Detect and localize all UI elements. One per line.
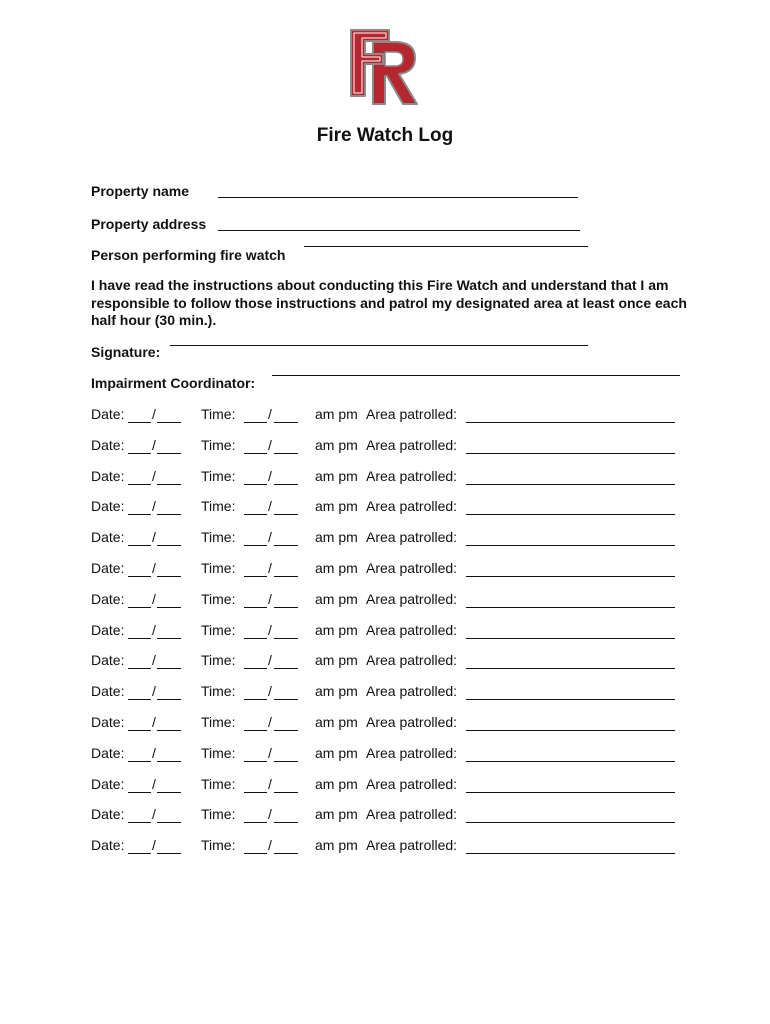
- date-month-blank[interactable]: [128, 607, 151, 608]
- area-label: Area patrolled:: [366, 652, 458, 669]
- time-label: Time:: [201, 744, 236, 761]
- time-label: Time:: [201, 775, 236, 792]
- time-label: Time:: [201, 498, 236, 515]
- log-row: [91, 590, 681, 610]
- area-label: Area patrolled:: [366, 560, 458, 576]
- time-hour-blank[interactable]: [244, 853, 267, 854]
- area-label: Area patrolled:: [366, 590, 458, 607]
- time-slash: /: [268, 744, 272, 761]
- log-row: [91, 651, 681, 671]
- time-label: Time:: [201, 529, 236, 546]
- area-blank[interactable]: [466, 453, 675, 454]
- date-month-blank[interactable]: [128, 792, 151, 793]
- area-label: Area patrolled:: [366, 621, 458, 638]
- time-hour-blank[interactable]: [244, 576, 267, 577]
- am-pm-label: am pm: [315, 775, 358, 792]
- log-row: [91, 682, 681, 702]
- area-blank[interactable]: [466, 730, 675, 731]
- date-slash: /: [152, 621, 156, 638]
- date-label: Date:: [91, 498, 125, 515]
- date-slash: /: [152, 406, 156, 422]
- am-pm-label: am pm: [315, 714, 358, 730]
- am-pm-label: am pm: [315, 498, 358, 515]
- log-row: [91, 775, 681, 795]
- time-hour-blank[interactable]: [244, 545, 267, 546]
- am-pm-label: am pm: [315, 806, 358, 823]
- time-hour-blank[interactable]: [244, 668, 267, 669]
- date-slash: /: [152, 498, 156, 515]
- date-label: Date:: [91, 560, 125, 576]
- date-month-blank[interactable]: [128, 822, 151, 823]
- time-minute-blank[interactable]: [274, 514, 298, 515]
- date-day-blank[interactable]: [157, 668, 181, 669]
- area-blank[interactable]: [466, 514, 675, 515]
- date-slash: /: [152, 837, 156, 854]
- time-hour-blank[interactable]: [244, 699, 267, 700]
- coordinator-line[interactable]: [272, 375, 680, 376]
- area-blank[interactable]: [466, 792, 675, 793]
- time-slash: /: [268, 467, 272, 484]
- time-minute-blank[interactable]: [274, 607, 298, 608]
- area-label: Area patrolled:: [366, 406, 458, 422]
- am-pm-label: am pm: [315, 436, 358, 453]
- date-label: Date:: [91, 590, 125, 607]
- date-month-blank[interactable]: [128, 761, 151, 762]
- date-slash: /: [152, 683, 156, 700]
- time-slash: /: [268, 560, 272, 576]
- date-slash: /: [152, 714, 156, 730]
- date-day-blank[interactable]: [157, 576, 181, 577]
- date-label: Date:: [91, 837, 125, 854]
- am-pm-label: am pm: [315, 529, 358, 546]
- time-label: Time:: [201, 837, 236, 854]
- log-row: [91, 559, 681, 579]
- area-label: Area patrolled:: [366, 775, 458, 792]
- time-hour-blank[interactable]: [244, 822, 267, 823]
- area-label: Area patrolled:: [366, 714, 458, 730]
- am-pm-label: am pm: [315, 683, 358, 700]
- property-name-line[interactable]: [218, 197, 578, 198]
- log-row: [91, 805, 681, 825]
- area-blank[interactable]: [466, 484, 675, 485]
- date-month-blank[interactable]: [128, 638, 151, 639]
- date-label: Date:: [91, 806, 125, 823]
- time-label: Time:: [201, 436, 236, 453]
- time-hour-blank[interactable]: [244, 761, 267, 762]
- time-minute-blank[interactable]: [274, 761, 298, 762]
- area-label: Area patrolled:: [366, 806, 458, 823]
- area-label: Area patrolled:: [366, 837, 458, 854]
- date-slash: /: [152, 775, 156, 792]
- person-label: Person performing fire watch: [91, 247, 286, 263]
- log-row: [91, 405, 681, 425]
- date-day-blank[interactable]: [157, 638, 181, 639]
- time-slash: /: [268, 621, 272, 638]
- date-day-blank[interactable]: [157, 422, 181, 423]
- date-slash: /: [152, 590, 156, 607]
- date-label: Date:: [91, 714, 125, 730]
- date-month-blank[interactable]: [128, 545, 151, 546]
- fr-logo: [343, 24, 427, 108]
- am-pm-label: am pm: [315, 590, 358, 607]
- date-slash: /: [152, 806, 156, 823]
- page-title: Fire Watch Log: [316, 125, 454, 146]
- date-label: Date:: [91, 621, 125, 638]
- log-row: [91, 744, 681, 764]
- time-minute-blank[interactable]: [274, 484, 298, 485]
- area-blank[interactable]: [466, 668, 675, 669]
- date-slash: /: [152, 560, 156, 576]
- log-row: [91, 528, 681, 548]
- coordinator-label: Impairment Coordinator:: [91, 375, 256, 391]
- area-blank[interactable]: [466, 761, 675, 762]
- area-label: Area patrolled:: [366, 498, 458, 515]
- date-slash: /: [152, 529, 156, 546]
- time-label: Time:: [201, 406, 236, 422]
- time-hour-blank[interactable]: [244, 792, 267, 793]
- date-month-blank[interactable]: [128, 422, 151, 423]
- time-slash: /: [268, 652, 272, 669]
- date-month-blank[interactable]: [128, 484, 151, 485]
- area-blank[interactable]: [466, 853, 675, 854]
- date-slash: /: [152, 744, 156, 761]
- am-pm-label: am pm: [315, 467, 358, 484]
- time-hour-blank[interactable]: [244, 453, 267, 454]
- date-day-blank[interactable]: [157, 853, 181, 854]
- time-slash: /: [268, 590, 272, 607]
- time-minute-blank[interactable]: [274, 576, 298, 577]
- time-label: Time:: [201, 806, 236, 823]
- date-day-blank[interactable]: [157, 607, 181, 608]
- log-row: [91, 621, 681, 641]
- date-label: Date:: [91, 406, 125, 422]
- date-month-blank[interactable]: [128, 514, 151, 515]
- am-pm-label: am pm: [315, 621, 358, 638]
- time-slash: /: [268, 714, 272, 730]
- time-slash: /: [268, 683, 272, 700]
- am-pm-label: am pm: [315, 744, 358, 761]
- date-label: Date:: [91, 683, 125, 700]
- am-pm-label: am pm: [315, 837, 358, 854]
- time-minute-blank[interactable]: [274, 668, 298, 669]
- am-pm-label: am pm: [315, 406, 358, 422]
- date-month-blank[interactable]: [128, 668, 151, 669]
- date-label: Date:: [91, 436, 125, 453]
- date-day-blank[interactable]: [157, 514, 181, 515]
- area-blank[interactable]: [466, 638, 675, 639]
- date-day-blank[interactable]: [157, 699, 181, 700]
- area-blank[interactable]: [466, 822, 675, 823]
- area-blank[interactable]: [466, 699, 675, 700]
- person-line[interactable]: [304, 246, 588, 247]
- time-slash: /: [268, 529, 272, 546]
- log-row: [91, 467, 681, 487]
- log-row: [91, 713, 681, 733]
- time-label: Time:: [201, 683, 236, 700]
- am-pm-label: am pm: [315, 652, 358, 669]
- date-day-blank[interactable]: [157, 761, 181, 762]
- time-label: Time:: [201, 560, 236, 576]
- area-blank[interactable]: [466, 607, 675, 608]
- time-slash: /: [268, 498, 272, 515]
- log-row: [91, 497, 681, 517]
- date-day-blank[interactable]: [157, 730, 181, 731]
- area-label: Area patrolled:: [366, 744, 458, 761]
- date-slash: /: [152, 652, 156, 669]
- log-row: [91, 836, 681, 856]
- date-label: Date:: [91, 467, 125, 484]
- date-month-blank[interactable]: [128, 730, 151, 731]
- time-hour-blank[interactable]: [244, 638, 267, 639]
- date-label: Date:: [91, 652, 125, 669]
- date-month-blank[interactable]: [128, 576, 151, 577]
- time-slash: /: [268, 436, 272, 453]
- date-label: Date:: [91, 775, 125, 792]
- time-slash: /: [268, 775, 272, 792]
- time-minute-blank[interactable]: [274, 453, 298, 454]
- date-day-blank[interactable]: [157, 484, 181, 485]
- time-minute-blank[interactable]: [274, 638, 298, 639]
- area-blank[interactable]: [466, 576, 675, 577]
- time-slash: /: [268, 837, 272, 854]
- area-label: Area patrolled:: [366, 529, 458, 546]
- time-minute-blank[interactable]: [274, 853, 298, 854]
- log-row: [91, 436, 681, 456]
- time-minute-blank[interactable]: [274, 422, 298, 423]
- time-minute-blank[interactable]: [274, 699, 298, 700]
- time-hour-blank[interactable]: [244, 730, 267, 731]
- area-label: Area patrolled:: [366, 467, 458, 484]
- date-day-blank[interactable]: [157, 822, 181, 823]
- date-slash: /: [152, 436, 156, 453]
- date-day-blank[interactable]: [157, 453, 181, 454]
- date-month-blank[interactable]: [128, 853, 151, 854]
- time-slash: /: [268, 806, 272, 823]
- time-label: Time:: [201, 590, 236, 607]
- date-label: Date:: [91, 529, 125, 546]
- date-day-blank[interactable]: [157, 792, 181, 793]
- property-address-label: Property address: [91, 216, 207, 232]
- time-label: Time:: [201, 652, 236, 669]
- time-minute-blank[interactable]: [274, 545, 298, 546]
- am-pm-label: am pm: [315, 560, 358, 576]
- time-hour-blank[interactable]: [244, 607, 267, 608]
- acknowledgement-statement: I have read the instructions about conducting this Fire Watch and understand that I am responsible to follow those instructions and patrol my designated area at least once each half hour (30 min.).: [91, 277, 687, 328]
- time-hour-blank[interactable]: [244, 422, 267, 423]
- date-day-blank[interactable]: [157, 545, 181, 546]
- time-label: Time:: [201, 714, 236, 730]
- date-slash: /: [152, 467, 156, 484]
- time-minute-blank[interactable]: [274, 730, 298, 731]
- date-month-blank[interactable]: [128, 699, 151, 700]
- time-minute-blank[interactable]: [274, 822, 298, 823]
- time-slash: /: [268, 406, 272, 422]
- signature-line[interactable]: [170, 345, 588, 346]
- area-label: Area patrolled:: [366, 436, 458, 453]
- date-label: Date:: [91, 744, 125, 761]
- signature-label: Signature:: [91, 344, 161, 360]
- property-name-label: Property name: [91, 183, 190, 199]
- area-blank[interactable]: [466, 545, 675, 546]
- area-label: Area patrolled:: [366, 683, 458, 700]
- time-label: Time:: [201, 621, 236, 638]
- time-label: Time:: [201, 467, 236, 484]
- time-hour-blank[interactable]: [244, 514, 267, 515]
- time-minute-blank[interactable]: [274, 792, 298, 793]
- area-blank[interactable]: [466, 422, 675, 423]
- property-address-line[interactable]: [218, 230, 580, 231]
- date-month-blank[interactable]: [128, 453, 151, 454]
- time-hour-blank[interactable]: [244, 484, 267, 485]
